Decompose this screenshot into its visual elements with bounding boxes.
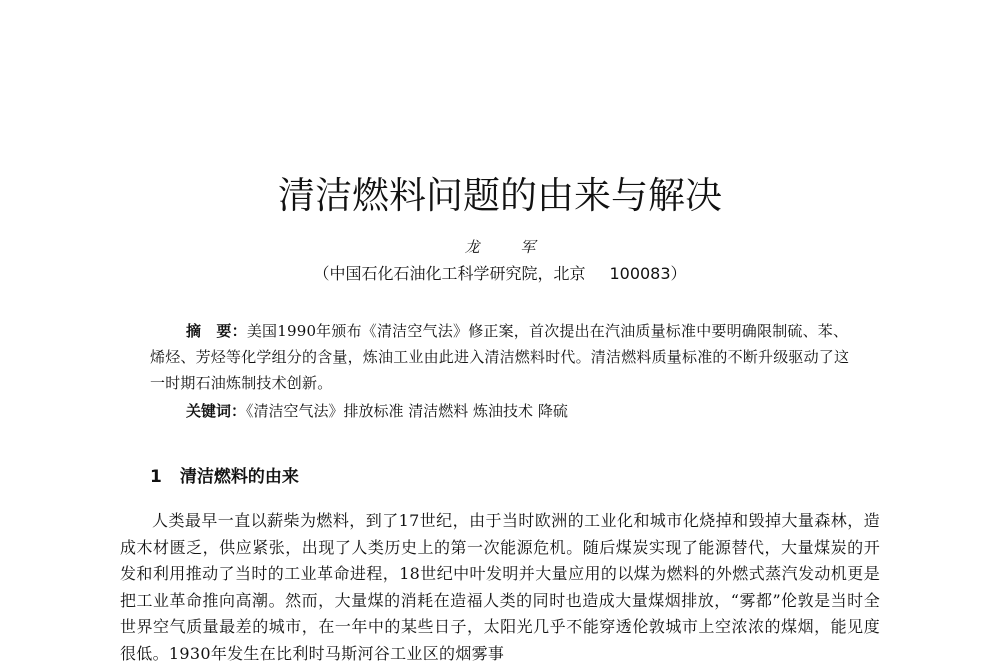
section-title: 清洁燃料的由来 [179,467,299,487]
keywords-label: 关键词： [186,402,247,420]
author-affiliation [0,263,1000,285]
body-paragraph: 人类最早一直以薪柴为燃料，到了17世纪，由于当时欧洲的工业化和城市化烧掉和毁掉大量森林，造成木材匮乏，供应紧张，出现了人类历史上的第一次能源危机。随后煤炭实现了能源替代，大量煤炭的开发和利用推动了当时的工业革命进程，18世纪中叶发明并大量应用的以煤为燃料的外燃式蒸汽发动机更是把工业革命推向高潮。然而，大量煤的消耗在造福人类的同时也造成大量煤烟排放，“雾都”伦敦是当时全世界空气质量最差的城市，在一年中的某些日子，太阳光几乎不能穿透伦敦城市上空浓浓的煤烟，能见度很低。1930年发生在比利时马斯河谷工业区的烟雾事 [120,511,880,663]
author-name: 龙 军 [464,238,554,256]
paper-title: 清洁燃料问题的由来与解决 [278,174,722,217]
postcode: 100083） [609,264,687,283]
abstract-label: 摘 要： [186,322,247,340]
abstract-block [150,318,850,396]
keywords-block [186,398,568,424]
affiliation-text: （中国石化石油化工科学研究院，北京 [313,264,586,283]
section-number: 1 [150,467,162,487]
section-heading [150,465,299,489]
body-text [120,508,880,667]
abstract-text: 美国1990年颁布《清洁空气法》修正案，首次提出在汽油质量标准中要明确限制硫、苯、烯烃、芳烃等化学组分的含量，炼油工业由此进入清洁燃料时代。清洁燃料质量标准的不断升级驱动了这一时期石油炼制技术创新。 [150,322,850,392]
keywords-text: 《清洁空气法》排放标准 清洁燃料 炼油技术 降硫 [246,402,568,420]
